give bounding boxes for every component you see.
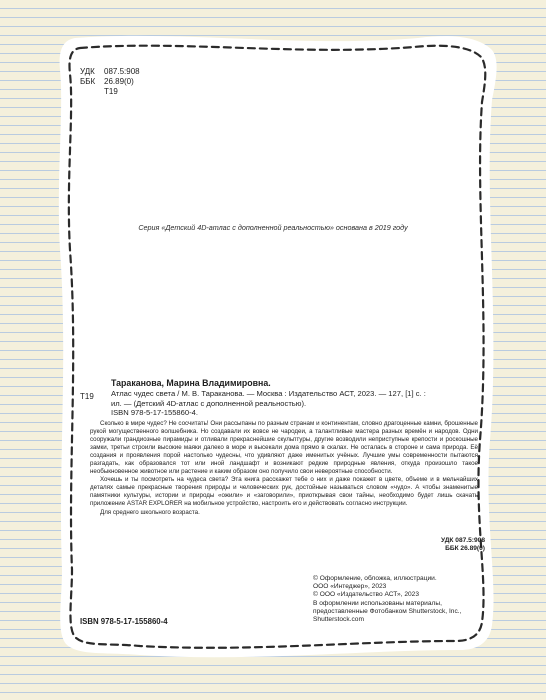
- isbn-bottom: ISBN 978-5-17-155860-4: [80, 617, 168, 626]
- record-line-isbn: ISBN 978-5-17-155860-4.: [111, 408, 198, 417]
- bbk-label: ББК: [80, 77, 96, 86]
- annotation: [90, 420, 478, 517]
- copyright-line: © Оформление, обложка, иллюстрации.: [313, 575, 437, 582]
- udk-line: [80, 67, 140, 77]
- catalog-codes: [80, 67, 140, 97]
- card-shape: [59, 36, 497, 657]
- record-code: Т19: [80, 392, 94, 401]
- record-line-series: ил. — (Детский 4D-атлас с дополненной реальностью).: [111, 398, 307, 408]
- copyright-block: [313, 575, 461, 624]
- record-details: [111, 389, 426, 418]
- bbk-value: 26.89(0): [104, 77, 134, 86]
- author-code-line: [80, 87, 140, 97]
- annotation-paragraph: Сколько в мире чудес? Не сосчитать! Они рассыпаны по разным странам и континентам, словно драгоценные камни, брошенные рукой могущественного волшебника. Но создавали их вовсе не чародеи, а талантливые мастера разных времён и народов. Одни сооружали грандиозные пирамиды и отливали прекраснейшие скульптуры, другие возводили неприступные крепости и роскошные замки, третьи строили высокие маяки далеко в море и высекали дома прямо в скалах. Не осталась в стороне и сама природа. Её создания и проявления порой настолько чудесны, что удивляют даже именитых учёных. Лучшие умы современности пытаются разгадать, как образовался тот или иной ландшафт и возникают редкие природные явления, откуда произошло такое необыкновенное животное или растение и каким образом оно получило свои невероятные способности.: [90, 420, 478, 476]
- bottom-udk: УДК 087.5:908: [440, 537, 485, 544]
- record-author: Тараканова, Марина Владимировна.: [111, 378, 271, 388]
- bottom-catalog-codes: [380, 537, 485, 554]
- copyright-line: ООО «Интеджер», 2023: [313, 583, 387, 591]
- author-code: Т19: [104, 87, 118, 96]
- copyright-line: Shutterstock.com: [313, 616, 364, 624]
- bottom-bbk: ББК 26.89(0): [445, 545, 485, 553]
- series-note: Серия «Детский 4D-атлас с дополненной реальностью» основана в 2019 году: [138, 223, 408, 232]
- udk-value: 087.5:908: [104, 67, 140, 76]
- copyright-line: предоставленные Фотобанком Shutterstock, Inc.,: [313, 607, 462, 615]
- copyright-line: © ООО «Издательство АСТ», 2023: [313, 591, 420, 599]
- record-line-title: Атлас чудес света / М. В. Тараканова. — Москва : Издательство АСТ, 2023. — 127, [1] с. :: [111, 389, 426, 398]
- annotation-age-note: Для среднего школьного возраста.: [100, 508, 200, 516]
- udk-label: УДК: [80, 67, 95, 76]
- annotation-paragraph: Хочешь и ты посмотреть на чудеса света? Эта книга расскажет тебе о них и даже покажет в цвете, объеме и в мельчайших деталях самые прекрасные творения природы и человеческих рук, достойные называться словом «чудо». А чтобы знаменитые памятники культуры, истории и природы «ожили» и «заговорили», приоткрывая свои тайны, необходимо будет лишь скачать приложение ASTAR EXPLORER на мобильное устройство, настроить его и действовать согласно инструкции.: [90, 476, 478, 508]
- bbk-line: [80, 77, 140, 87]
- copyright-line: В оформлении использованы материалы,: [313, 599, 442, 607]
